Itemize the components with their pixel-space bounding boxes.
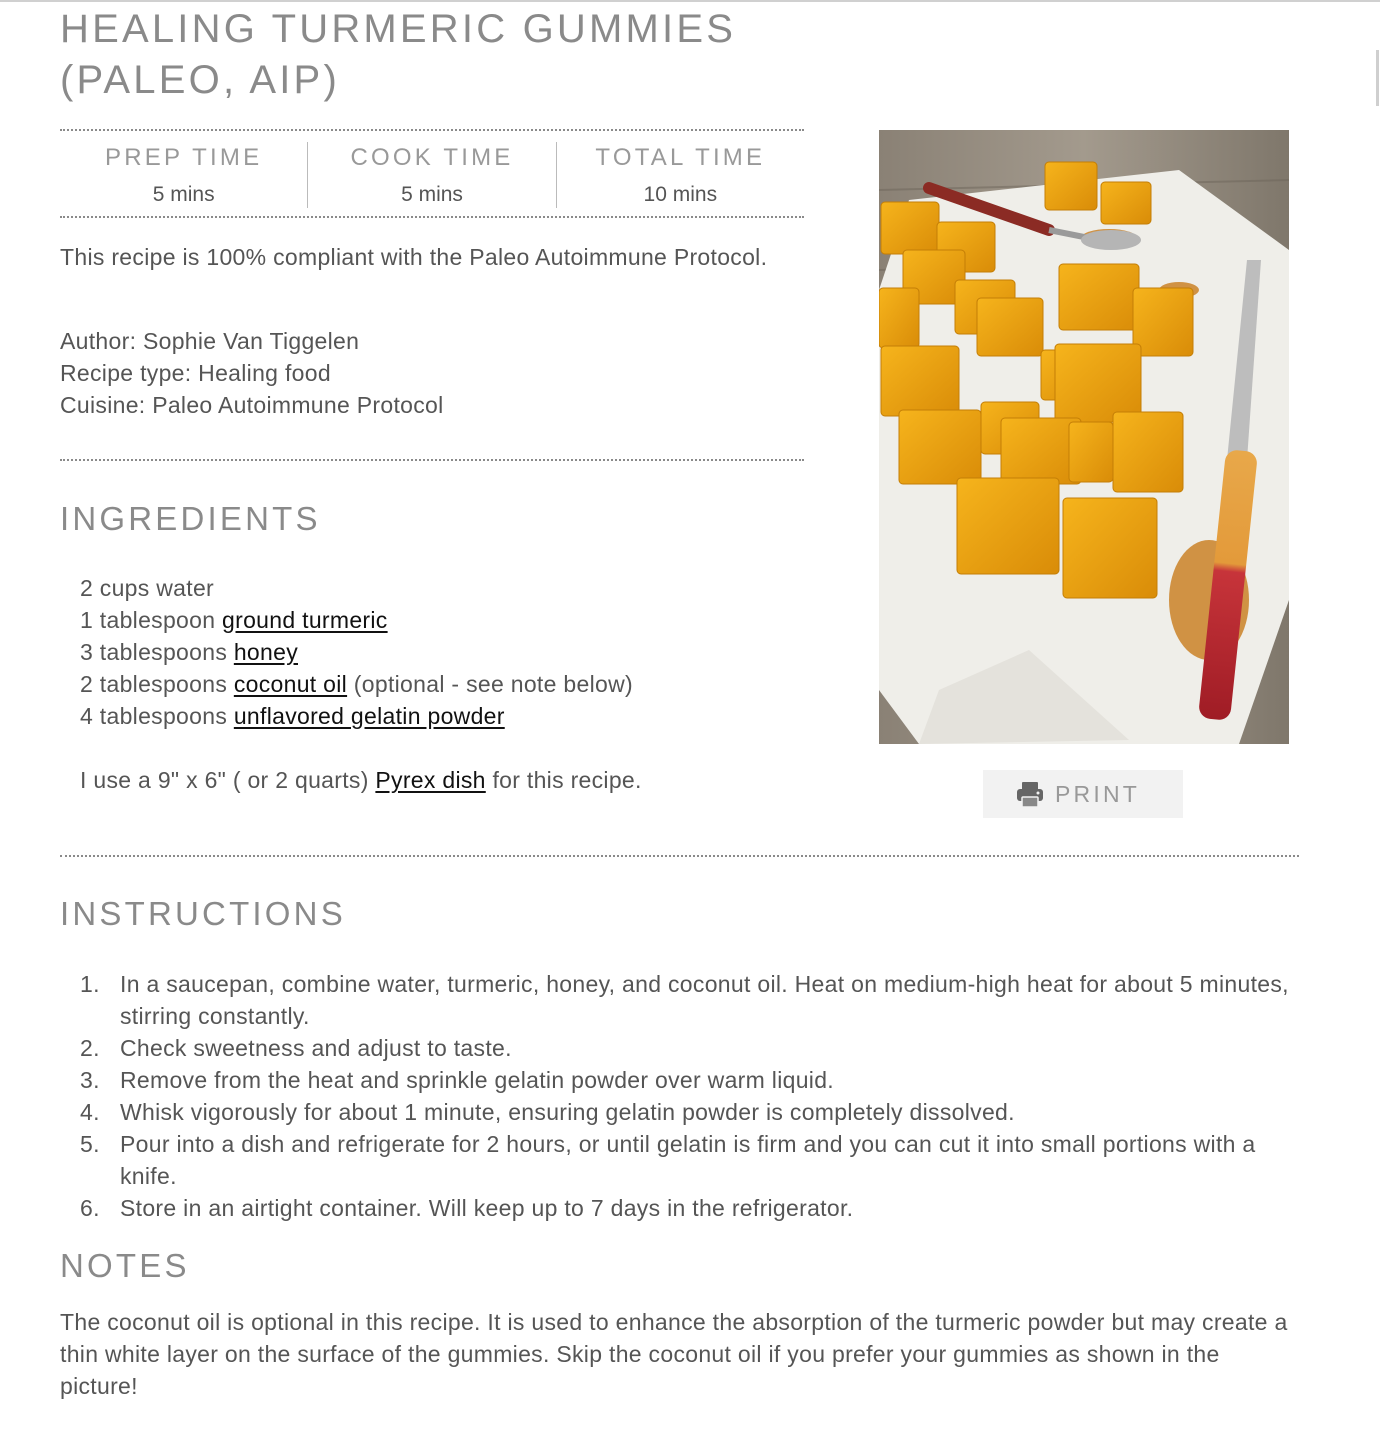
total-time-label: TOTAL TIME [595,144,766,171]
prep-time-label: PREP TIME [105,144,263,171]
cook-time [308,142,556,208]
step-number: 2. [80,1035,100,1061]
ingredient-item [80,700,840,732]
equipment-note [80,764,840,796]
author-label: Author: [60,328,137,354]
cook-time-value: 5 mins [401,183,463,206]
divider [60,129,804,131]
ingredient-amount: 1 tablespoon [80,607,216,633]
turmeric-gummies-photo [879,130,1289,744]
ingredient-note: (optional - see note below) [353,671,633,697]
instructions-list [80,968,1290,1224]
step-text: In a saucepan, combine water, turmeric, honey, and coconut oil. Heat on medium-high heat for about 5 minutes, stirring constantly. [120,971,1289,1029]
step-text: Store in an airtight container. Will keep up to 7 days in the refrigerator. [120,1195,854,1221]
ingredient-link-coconut-oil[interactable]: coconut oil [233,671,348,697]
notes-heading: NOTES [60,1247,190,1284]
ingredient-item [80,668,840,700]
ingredients-heading: INGREDIENTS [60,500,321,537]
instruction-step [80,1192,1290,1224]
ingredient-item [80,572,840,604]
divider [60,459,804,461]
ingredient-amount: 2 tablespoons [80,671,228,697]
total-time [557,142,804,208]
step-number: 5. [80,1131,100,1157]
prep-time [60,142,308,208]
pyrex-dish-link[interactable]: Pyrex dish [375,767,486,793]
author-value: Sophie Van Tiggelen [142,328,360,354]
cuisine-value: Paleo Autoimmune Protocol [152,392,444,418]
ingredient-amount: 2 cups water [80,575,214,601]
cook-time-label: COOK TIME [350,144,514,171]
step-text: Whisk vigorously for about 1 minute, ensuring gelatin powder is completely dissolved. [120,1099,1015,1125]
cuisine-line [60,389,820,421]
recipe-type-label: Recipe type: [60,360,192,386]
recipe-title-line1: HEALING TURMERIC GUMMIES [60,7,737,51]
step-text: Pour into a dish and refrigerate for 2 hours, or until gelatin is firm and you can cut it into small portions with a knife. [120,1131,1256,1189]
total-time-value: 10 mins [643,183,718,206]
step-number: 6. [80,1195,100,1221]
step-number: 1. [80,971,100,997]
ingredient-amount: 3 tablespoons [80,639,228,665]
ingredients-list [80,572,840,732]
equipment-note-before: I use a 9" x 6" ( or 2 quarts) [80,767,369,793]
step-text: Check sweetness and adjust to taste. [120,1035,512,1061]
instructions-heading: INSTRUCTIONS [60,895,346,932]
printer-icon [1015,779,1045,809]
instruction-step [80,968,1290,1032]
ingredient-link-ground-turmeric[interactable]: ground turmeric [222,607,388,633]
ingredient-item [80,636,840,668]
instruction-step [80,1064,1290,1096]
ingredient-item [80,604,840,636]
recipe-type-value: Healing food [198,360,331,386]
instruction-step [80,1128,1290,1192]
step-text: Remove from the heat and sprinkle gelatin powder over warm liquid. [120,1067,834,1093]
print-label: PRINT [1055,780,1140,807]
cuisine-label: Cuisine: [60,392,146,418]
recipe-type-line [60,357,820,389]
top-border [0,0,1380,2]
recipe-meta [60,325,820,421]
notes-text: The coconut oil is optional in this recipe. It is used to enhance the absorption of the turmeric powder but may create a thin white layer on the surface of the gummies. Skip the coconut oil if you prefer your gummies as shown in the picture! [60,1309,1288,1399]
instruction-step [80,1096,1290,1128]
ingredient-link-gelatin[interactable]: unflavored gelatin powder [233,703,505,729]
divider [60,855,1299,857]
divider [60,216,804,218]
prep-time-value: 5 mins [152,183,215,206]
author-line [60,325,820,357]
step-number: 3. [80,1067,100,1093]
recipe-description: This recipe is 100% compliant with the Paleo Autoimmune Protocol. [60,244,768,270]
ingredient-link-honey[interactable]: honey [233,639,298,665]
ingredient-amount: 4 tablespoons [80,703,228,729]
step-number: 4. [80,1099,100,1125]
recipe-title [60,4,820,106]
instruction-step [80,1032,1290,1064]
equipment-note-after: for this recipe. [492,767,642,793]
scrollbar[interactable] [1376,50,1379,106]
print-button[interactable] [983,770,1183,818]
recipe-title-line2: (PALEO, AIP) [60,58,340,102]
recipe-times [60,142,804,208]
